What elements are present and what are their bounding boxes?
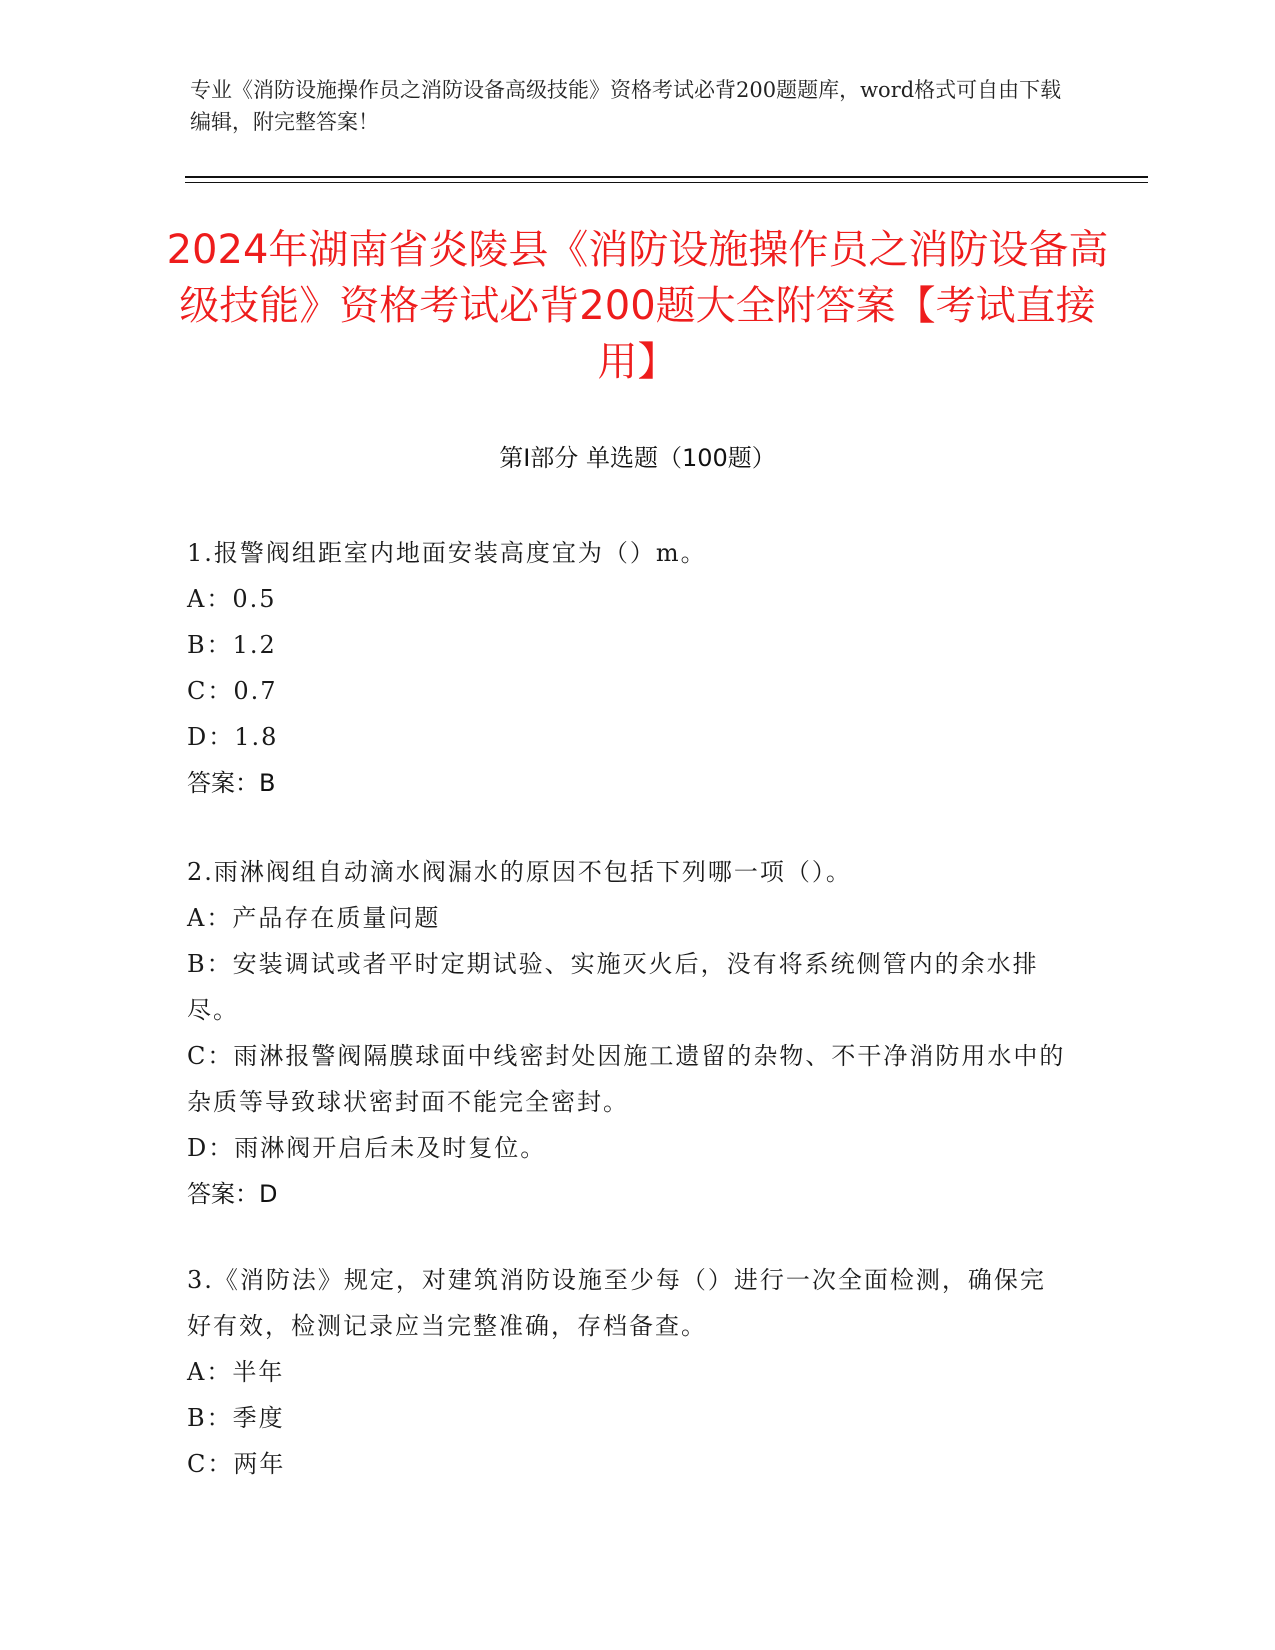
document-title: 2024年湖南省炎陵县《消防设施操作员之消防设备高级技能》资格考试必背200题大全附答案【考试直接用】 <box>166 227 1109 385</box>
option-c: C：0.7 <box>187 677 278 705</box>
option-d: D：1.8 <box>187 723 279 751</box>
header-note: 专业《消防设施操作员之消防设备高级技能》资格考试必背200题题库，word格式可自由下载编辑，附完整答案！ <box>190 78 1062 134</box>
question-3 <box>187 1257 1067 1487</box>
answer: 答案：D <box>187 1180 278 1208</box>
option-d: D：雨淋阀开启后未及时复位。 <box>187 1134 547 1162</box>
option-b: B：安装调试或者平时定期试验、实施灭火后，没有将系统侧管内的余水排尽。 <box>187 950 1039 1024</box>
header-rule-thick <box>185 176 1148 178</box>
option-a: A：0.5 <box>187 585 277 613</box>
answer: 答案：B <box>187 769 276 797</box>
question-stem: 1.报警阀组距室内地面安装高度宜为（）m。 <box>187 539 707 567</box>
option-b: B：1.2 <box>187 631 277 659</box>
question-stem: 3.《消防法》规定，对建筑消防设施至少每（）进行一次全面检测，确保完好有效，检测记录应当完整准确，存档备查。 <box>187 1266 1046 1340</box>
header-rule-thin <box>185 182 1148 183</box>
question-stem: 2.雨淋阀组自动滴水阀漏水的原因不包括下列哪一项（）。 <box>187 858 852 886</box>
question-1 <box>187 530 1067 806</box>
option-b: B：季度 <box>187 1404 285 1432</box>
option-c: C：雨淋报警阀隔膜球面中线密封处因施工遗留的杂物、不干净消防用水中的杂质等导致球状密封面不能完全密封。 <box>187 1042 1066 1116</box>
option-a: A：产品存在质量问题 <box>187 904 441 932</box>
option-a: A：半年 <box>187 1358 285 1386</box>
option-c: C：两年 <box>187 1450 286 1478</box>
section-heading: 第I部分 单选题（100题） <box>499 444 776 472</box>
question-2 <box>187 849 1067 1217</box>
